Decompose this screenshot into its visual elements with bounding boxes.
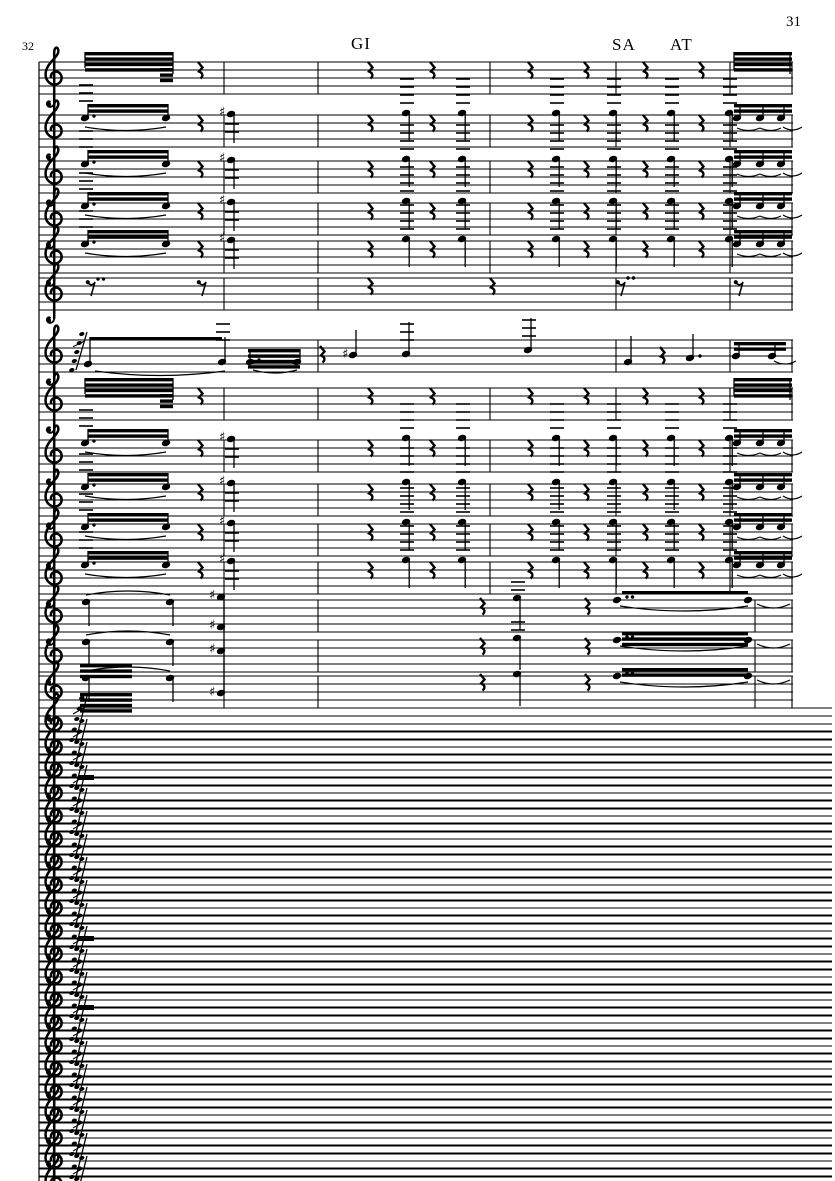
svg-text:♯: ♯: [209, 685, 216, 700]
measure-number: 32: [22, 39, 34, 53]
svg-text:♯: ♯: [219, 151, 226, 166]
rehearsal-mark-gi: GI: [351, 34, 371, 53]
rehearsal-mark-sa: SA: [612, 35, 636, 54]
svg-text:♯: ♯: [209, 642, 216, 657]
rehearsal-mark-at: AT: [670, 35, 693, 54]
svg-text:♯: ♯: [219, 474, 226, 489]
svg-text:♯: ♯: [219, 552, 226, 567]
svg-text:♯: ♯: [219, 105, 226, 120]
svg-text:♯: ♯: [219, 430, 226, 445]
svg-text:♯: ♯: [342, 347, 349, 362]
svg-text:♯: ♯: [209, 588, 216, 603]
svg-text:♯: ♯: [219, 514, 226, 529]
treble-clef-icon: [46, 48, 62, 107]
svg-text:♯: ♯: [219, 231, 226, 246]
svg-text:♯: ♯: [219, 193, 226, 208]
page-number: 31: [786, 14, 801, 30]
svg-text:♯: ♯: [209, 618, 216, 633]
